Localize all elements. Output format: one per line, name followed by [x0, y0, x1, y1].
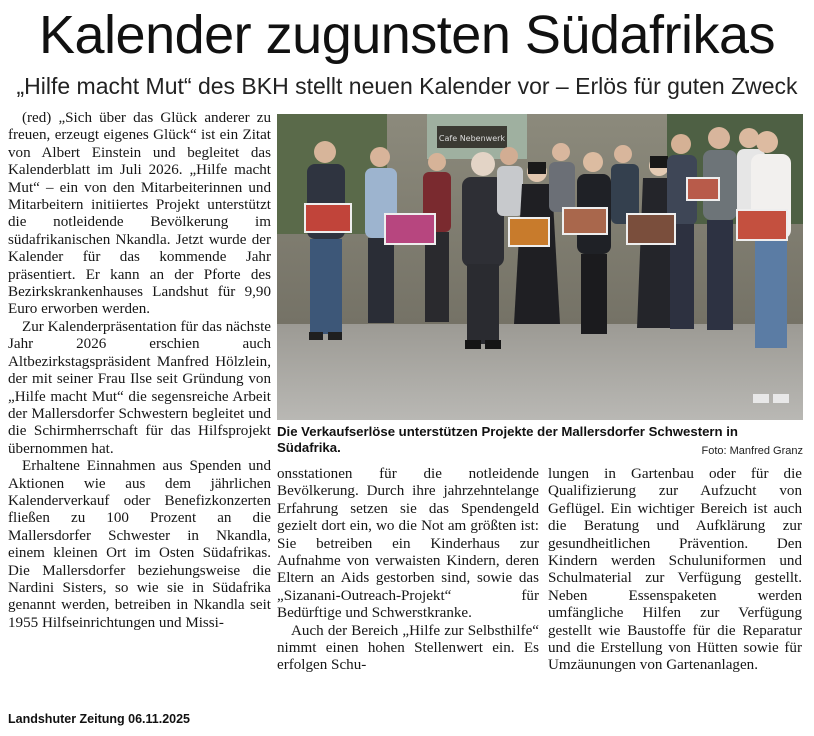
paragraph-selfhelp: Auch der Bereich „Hilfe zur Selbsthilfe“ nimmt einen hohen Stellenwert ein. Es erfolgen Schu- — [277, 622, 539, 674]
photo-credit: Foto: Manfred Granz — [701, 445, 803, 457]
group-photo-illustration — [277, 114, 803, 420]
newspaper-source: Landshuter Zeitung 06.11.2025 — [8, 712, 191, 726]
text-column-3 — [548, 466, 802, 675]
text-column-1 — [8, 110, 271, 632]
calendar — [563, 208, 607, 234]
article-subheadline: „Hilfe macht Mut“ des BKH stellt neuen Kalender vor – Erlös für guten Zweck — [16, 73, 798, 99]
cafe-sign-text: Cafe Nebenwerk — [438, 134, 506, 143]
person — [307, 141, 345, 340]
paragraph-intro: (red) „Sich über das Glück anderer zu freuen, erzeugt eigenes Glück“ ist ein Zitat von Albert Einstein und begleitet das Kalenderblatt im Juli 2026. „Hilfe macht Mut“ – ein von den Mitarbeiterinnen und Mitarbeitern initiiertes Projekt unterstützt die notleidende Bevölkerung im südafrikanischen Nkandla. Jetzt wurde der Kalender für das kommende Jahr präsentiert. Er kann an der Pforte des Bezirkskrankenhauses Landshut für 9,90 Euro erworben werden. — [8, 110, 271, 318]
calendar — [385, 214, 435, 244]
calendar — [627, 214, 675, 244]
calendar — [737, 210, 787, 240]
photo-caption: Die Verkaufserlöse unterstützen Projekte der Mallersdorfer Schwestern in Südafrika. — [277, 424, 738, 455]
text-column-2 — [277, 466, 539, 675]
floor — [277, 324, 803, 420]
calendar — [509, 218, 549, 246]
person — [703, 127, 737, 330]
paragraph-presentation: Zur Kalenderpräsentation für das nächste Jahr 2026 erschien auch Altbezirkstagspräsident Manfred Hölzlein, der mit seiner Frau Ilse seit Gründung von „Hilfe macht Mut“ die segensreiche Arbeit der Mallersdorfer Schwestern begleitet und die Schirmherrschaft für das Hilfsprojekt übernommen hat. — [8, 318, 271, 457]
calendar — [305, 204, 351, 232]
person — [577, 152, 611, 334]
paragraph-missions: onsstationen für die notleidende Bevölkerung. Durch ihre jahrzehntelange Erfahrung setzen sie das Spendengeld gezielt dort ein, wo die Not am größten ist: Sie betreiben ein Kinderhaus zur Aufnahme von verwaisten Kindern, deren Eltern an Aids gestorben sind, sowie das „Sizanani-Outreach-Projekt“ für Bedürftige und Schwerstkranke. — [277, 466, 539, 622]
article-headline: Kalender zugunsten Südafrikas — [39, 5, 775, 65]
paragraph-training: lungen in Gartenbau oder für die Qualifizierung zur Aufzucht von Geflügel. Ein wichtiger Bereich ist auch die Beratung und Aufklärung zur gesundheitlichen Prävention. Den Kindern werden Schuluniformen und Schulmaterial zur Verfügung gestellt. Neben Essenspaketen werden umfängliche Hilfen zur Verfügung gestellt wie Baustoffe für die Reparatur und die Erstellung von Hütten sowie für Umzäunungen von Gartenanlagen. — [548, 466, 802, 674]
calendar — [687, 178, 719, 200]
paragraph-income: Erhaltene Einnahmen aus Spenden und Aktionen wie aus dem jährlichen Kalenderverkauf oder Benefizkonzerten fließen zu 100 Prozent an die Mallersdorfer Schwester in Nkandla, einem kleinen Ort im Osten Südafrikas. Die Mallersdorfer beziehungsweise die Nardini Sisters, so wie sie in Südafrika genannt werden, betreiben in Nkandla seit 1955 Hilfseinrichtungen und Missi- — [8, 458, 271, 631]
group-photo — [277, 114, 803, 420]
